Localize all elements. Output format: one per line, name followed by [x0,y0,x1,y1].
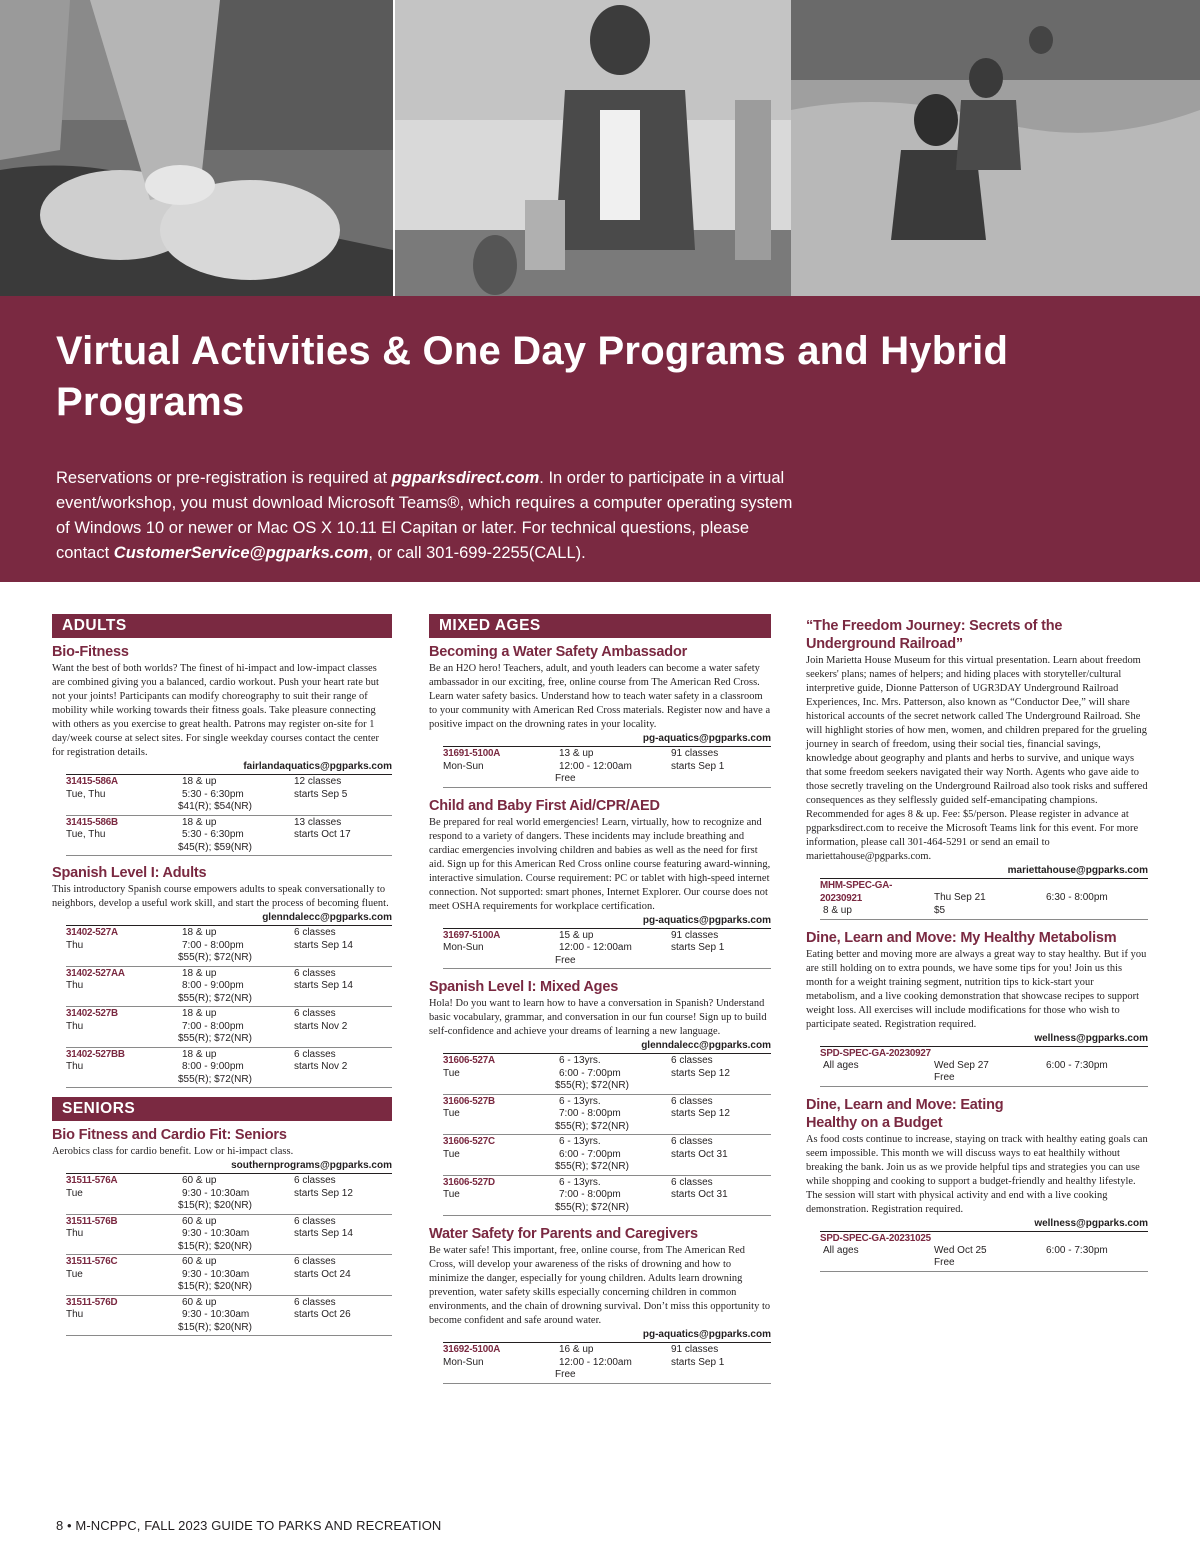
contact-email[interactable]: southernprograms@pgparks.com [66,1159,392,1174]
contact-email[interactable]: mariettahouse@pgparks.com [820,864,1148,879]
session-time: 7:00 - 8:00pm [559,1189,621,1200]
session-age: 60 & up [182,1296,217,1308]
session-classes: 91 classes [671,929,719,941]
session-days: Thu [66,939,84,951]
session-classes: 12 classes [294,776,342,787]
program-bio-fitness [52,643,392,856]
session-row [66,1296,392,1337]
session-row [820,1047,1148,1087]
page-footer: 8 • M-NCPPC, FALL 2023 GUIDE TO PARKS AND RECREATION [56,1518,442,1533]
session-fee: Free [934,1072,955,1083]
session-time: 9:30 - 10:30am [182,1228,250,1239]
session-fee: Free [934,1257,955,1268]
session-row [66,1007,392,1048]
program-title: Becoming a Water Safety Ambassador [429,644,688,660]
session-fee: Free [555,954,576,966]
program-title: Dine, Learn and Move: My Healthy Metabolism [806,929,1117,946]
session-list [429,747,771,788]
session-days: Thu [66,1309,84,1320]
contact-email[interactable]: pg-aquatics@pgparks.com [443,914,771,929]
session-time: 9:30 - 10:30am [182,1309,250,1320]
session-code[interactable]: 31691-5100A [443,748,501,759]
session-classes: 6 classes [294,1256,336,1267]
session-list [806,879,1148,920]
session-fee: Free [555,773,576,784]
session-days: Mon-Sun [443,760,484,772]
session-time: 6:30 - 8:00pm [1046,892,1108,903]
session-days: Mon-Sun [443,1356,484,1368]
session-row [443,747,771,788]
program-description: Be water safe! This important, free, online course, from The American Red Cross, will develop your awareness of the risks of drowning and how to minimize the danger, especially for young children. Adults learn drowning prevention, water safety skills especially concerning children in common environments, and the chain of drowning survival. Don’t miss this opportunity to become confident and safe around water. [429,1245,771,1326]
program-description: As food costs continue to increase, staying on track with healthy eating goals can seem impossible. This month we will discuss ways to eat healthily without breaking the bank. Join us as we provide helpful tips and strategies you can use while shopping and cooking to support a budget-friendly and healthy lifestyle. The session will start with physical activity and end with a live cooking demonstration. Registration required. [806,1133,1148,1215]
session-age: 60 & up [182,1256,217,1267]
session-fee: $15(R); $20(NR) [178,1240,252,1252]
session-age: 18 & up [182,967,217,979]
session-row [820,879,1148,920]
session-row [66,926,392,967]
session-code[interactable]: 31402-527AA [66,967,125,979]
session-list [806,1047,1148,1087]
session-fee: $5 [934,904,946,916]
session-time: 6:00 - 7:30pm [1046,1244,1108,1256]
session-time: 6:00 - 7:30pm [1046,1059,1108,1071]
session-age: 6 - 13yrs. [559,1095,601,1107]
session-days: Tue, Thu [66,788,106,800]
session-classes: 6 classes [671,1176,713,1188]
session-time: 6:00 - 7:00pm [559,1148,621,1160]
session-time: 7:00 - 8:00pm [182,1020,244,1032]
session-time: 5:30 - 6:30pm [182,788,244,800]
session-row [820,1232,1148,1272]
contact-email[interactable]: glenndalecc@pgparks.com [443,1039,771,1054]
session-age: 6 - 13yrs. [559,1055,601,1066]
session-row [66,1174,392,1215]
session-classes: 6 classes [294,1296,336,1308]
session-classes: 6 classes [671,1055,713,1066]
session-fee: $55(R); $72(NR) [178,1033,252,1044]
column-adults-seniors [52,614,392,1345]
session-classes: 6 classes [671,1095,713,1107]
contact-email[interactable]: wellness@pgparks.com [820,1217,1148,1232]
session-start: starts Sep 12 [671,1067,730,1079]
session-start: starts Oct 31 [671,1148,728,1160]
session-ages: All ages [823,1245,859,1256]
session-list [429,1343,771,1384]
session-fee: $55(R); $72(NR) [555,1161,629,1172]
program-water-safety-ambassador [429,643,771,788]
session-code[interactable]: 31402-527B [66,1008,118,1019]
session-time: 7:00 - 8:00pm [182,939,244,951]
session-ages: 8 & up [823,905,852,916]
session-fee: $55(R); $72(NR) [555,1080,629,1091]
session-row [66,775,392,816]
session-start: starts Sep 14 [294,980,353,991]
program-description: Eating better and moving more are always a great way to stay healthy. But if you are still holding on to extra pounds, we have some tips for you! Join us this month for a weight training segment, nutrition tips to kick-start your metabolism, and a live cooking demonstration that showcase recipes to support weight loss. All exercises will include modifications for those who wish to participate seated. Registration required. [806,948,1147,1030]
intro-text-1: Reservations or pre-registration is required at [56,469,392,487]
session-start: starts Sep 14 [294,1228,353,1239]
session-row [443,1343,771,1384]
session-start: starts Oct 31 [671,1189,728,1200]
cpr-training-photo [0,0,393,296]
intro-text-2: . In order to participate in a virtual event/workshop, you must download Microsoft Teams®, which requires a computer operating system of Windows 10 or newer or Mac OS X 10.11 El Capitan or later. For technical questions, please contact [56,469,793,562]
session-code[interactable]: SPD-SPEC-GA-20231025 [820,1232,931,1244]
program-spanish-adults [52,864,392,1088]
session-time: 7:00 - 8:00pm [559,1108,621,1119]
photo-strip [0,0,1200,296]
contact-email[interactable]: fairlandaquatics@pgparks.com [66,760,392,775]
program-title: Water Safety for Parents and Caregivers [429,1226,698,1242]
session-list [429,1054,771,1216]
session-fee: $55(R); $72(NR) [555,1120,629,1132]
site-link[interactable]: pgparksdirect.com [391,469,540,487]
program-title: Spanish Level I: Mixed Ages [429,979,619,995]
session-classes: 13 classes [294,816,342,828]
session-age: 18 & up [182,1008,217,1019]
session-age: 60 & up [182,1175,217,1186]
contact-email[interactable]: pg-aquatics@pgparks.com [443,732,771,747]
session-code[interactable]: SPD-SPEC-GA-20230927 [820,1047,931,1059]
session-age: 18 & up [182,1048,217,1060]
session-days: Thu [66,1020,84,1032]
session-days: Tue [443,1189,460,1200]
session-row [443,1135,771,1176]
session-age: 18 & up [182,927,217,938]
session-code[interactable]: 31606-527A [443,1055,495,1066]
session-start: starts Oct 26 [294,1309,351,1320]
session-list [52,1174,392,1336]
session-classes: 6 classes [294,1175,336,1186]
session-code[interactable]: 31415-586A [66,776,118,787]
session-list [52,775,392,856]
session-classes: 6 classes [294,1215,336,1227]
session-age: 16 & up [559,1344,594,1355]
session-row [66,1255,392,1296]
session-start: starts Sep 12 [671,1108,730,1119]
program-eating-on-budget [806,1096,1148,1272]
session-age: 18 & up [182,816,217,828]
program-description: Be prepared for real world emergencies! Learn, virtually, how to recognize and respond to a variety of dangers. These incidents may include breathing and cardiac emergencies involving children and babies as well as the need for first aid. Sign up for this American Red Cross online course featuring award-winning, interactive simulation. Course requirement: PC or tablet with high-speed internet connection. Not supported: smart phones, Internet Explorer. Our course does not meet OSHA requirements for workplace certification. [429,816,771,912]
session-ages: All ages [823,1060,859,1071]
session-age: 18 & up [182,776,217,787]
session-start: starts Sep 12 [294,1187,353,1199]
program-description: Be an H2O hero! Teachers, adult, and youth leaders can become a water safety ambassador in our exciting, free, online course from The American Red Cross. Learn water safety basics. Understand how to teach water safety in a classroom to your community with American Red Cross materials. Register now and have a positive impact on the drowning rates in your locality. [429,663,771,730]
program-description: Join Marietta House Museum for this virtual presentation. Learn about freedom seekers' plans; names of helpers; and hiding places with storyteller/cultural interpretive guide, Dionne Patterson of UGR3DAY Underground Railroad Experiences, Inc. Mrs. Patterson, also known as “Conductor Dee,” will share historical accounts of the secret network called The Underground Railroad. She will highlight stories of how men, women, and children prepared for the grueling journey in search of freedom, using their social ties, financial savings, knowledge about geography and plants and herbs to survive, and unique ways that some freedom seekers navigated their way North. Agents who gave aide to those secretly traveling on the Underground Railroad also took risks and suffered consequences as they selflessly guided self-emancipating champions. Recommended for ages 8 & up. Fee: $5/person. Please register in advance at pgparksdirect.com to receive the Microsoft Teams link for this event. For more information, please call 301-464-5291 or send an email to mariettahouse@pgparks.com. [806,655,1148,862]
program-description: Aerobics class for cardio benefit. Low or hi-impact class. [52,1146,294,1157]
program-title: Spanish Level I: Adults [52,865,207,881]
program-bio-fitness-seniors [52,1126,392,1336]
program-title: Bio-Fitness [52,644,129,660]
program-water-safety-parents [429,1225,771,1384]
session-days: Tue [66,1187,83,1199]
session-start: starts Oct 24 [294,1268,351,1280]
session-time: 8:00 - 9:00pm [182,980,244,991]
session-days: Tue [443,1108,460,1119]
session-code[interactable]: 31402-527BB [66,1048,125,1060]
section-heading-mixed-ages: MIXED AGES [429,614,771,638]
session-days: Tue [443,1067,460,1079]
section-heading-adults: ADULTS [52,614,392,638]
session-classes: 6 classes [294,1048,336,1060]
title-banner [0,296,1200,582]
session-fee: Free [555,1369,576,1380]
session-classes: 91 classes [671,1344,719,1355]
intro-text-3: , or call 301-699-2255(CALL). [368,544,586,562]
session-start: starts Nov 2 [294,1061,348,1072]
intro-paragraph [56,466,796,566]
session-list [806,1232,1148,1272]
session-fee: $55(R); $72(NR) [178,952,252,963]
session-days: Tue [443,1148,460,1160]
session-time: 9:30 - 10:30am [182,1187,250,1199]
session-code[interactable]: 31692-5100A [443,1344,501,1355]
session-code[interactable]: 31606-527D [443,1176,495,1188]
session-code[interactable]: 31511-576D [66,1296,118,1308]
session-classes: 6 classes [671,1136,713,1147]
session-age: 15 & up [559,929,594,941]
session-list [52,926,392,1088]
session-code[interactable]: 31402-527A [66,927,118,938]
session-row [443,1054,771,1095]
page-title: Virtual Activities & One Day Programs and Hybrid Programs [56,329,1009,424]
session-fee: $41(R); $54(NR) [178,801,252,812]
session-start: starts Sep 14 [294,939,353,951]
program-description: Hola! Do you want to learn how to have a conversation in Spanish? Understand basic vocabulary, grammar, and conversation in our fun course! Sign up to build self-confidence and achieve your dreams of learning a new language. [429,998,767,1037]
program-title: “The Freedom Journey: Secrets of the Underground Railroad” [806,618,1063,652]
session-code[interactable]: 31606-527B [443,1095,495,1107]
session-days: Tue [66,1268,83,1280]
session-row [66,1215,392,1256]
session-days: Thu [66,1061,84,1072]
session-start: starts Sep 1 [671,760,725,772]
session-fee: $45(R); $59(NR) [178,841,252,853]
session-time: 12:00 - 12:00am [559,1356,632,1368]
program-spanish-mixed [429,978,771,1216]
session-row [66,1048,392,1089]
program-title: Child and Baby First Aid/CPR/AED [429,797,660,814]
session-code[interactable]: 31606-527C [443,1136,495,1147]
session-date: Wed Oct 25 [934,1244,987,1256]
session-code[interactable]: 31697-5100A [443,929,501,941]
session-fee: $15(R); $20(NR) [178,1281,252,1292]
session-fee: $15(R); $20(NR) [178,1200,252,1211]
session-row [443,1095,771,1136]
session-list [429,929,771,970]
session-start: starts Oct 17 [294,829,351,840]
section-heading-seniors: SENIORS [52,1097,392,1121]
session-fee: $55(R); $72(NR) [555,1201,629,1213]
session-start: starts Nov 2 [294,1020,348,1032]
session-classes: 91 classes [671,748,719,759]
session-age: 6 - 13yrs. [559,1136,601,1147]
program-title: Bio Fitness and Cardio Fit: Seniors [52,1127,287,1143]
session-time: 9:30 - 10:30am [182,1268,250,1280]
session-age: 13 & up [559,748,594,759]
email-link[interactable]: CustomerService@pgparks.com [113,544,369,562]
session-row [443,929,771,970]
session-start: starts Sep 1 [671,942,725,953]
session-time: 8:00 - 9:00pm [182,1061,244,1072]
session-start: starts Sep 1 [671,1356,725,1368]
column-mixed-ages [429,614,771,1393]
session-days: Thu [66,980,84,991]
program-freedom-journey [806,617,1148,920]
session-time: 6:00 - 7:00pm [559,1067,621,1079]
contact-email[interactable]: wellness@pgparks.com [820,1032,1148,1047]
session-age: 60 & up [182,1215,217,1227]
session-days: Mon-Sun [443,942,484,953]
program-healthy-metabolism [806,929,1148,1087]
session-start: starts Sep 5 [294,788,348,800]
session-time: 5:30 - 6:30pm [182,829,244,840]
program-description: Want the best of both worlds? The finest of hi-impact and low-impact classes are combined giving you a balanced, cardio workout. Push your heart rate but not your joints! Participants can modify choreography to suit their range of mobility while working towards their fitness goals. Take pleasure connecting with others as you exercise to great health. Patrons may register on-site for 1 day/week course at select sites. For single weekday courses contact the center for registration details. [52,663,380,758]
program-description: This introductory Spanish course empowers adults to speak conversationally to neighbors, develop a useful work skill, and start the process of becoming fluent. [52,884,389,909]
session-time: 12:00 - 12:00am [559,942,632,953]
session-fee: $55(R); $72(NR) [178,992,252,1004]
water-aerobics-photo [791,0,1200,296]
program-first-aid [429,797,771,970]
session-age: 6 - 13yrs. [559,1176,601,1188]
session-fee: $15(R); $20(NR) [178,1321,252,1333]
session-classes: 6 classes [294,1008,336,1019]
cooking-demonstration-photo [395,0,791,296]
column-special-events [806,616,1148,1281]
session-code[interactable]: 31511-576A [66,1175,118,1186]
session-fee: $55(R); $72(NR) [178,1073,252,1085]
session-classes: 6 classes [294,927,336,938]
session-date: Thu Sep 21 [934,892,986,903]
session-code[interactable]: 31511-576B [66,1215,118,1227]
session-code[interactable]: 31415-586B [66,816,118,828]
session-code[interactable]: MHM-SPEC-GA-20230921 [820,880,893,904]
contact-email[interactable]: pg-aquatics@pgparks.com [443,1328,771,1343]
session-row [443,1176,771,1217]
contact-email[interactable]: glenndalecc@pgparks.com [66,911,392,926]
session-row [66,967,392,1008]
session-code[interactable]: 31511-576C [66,1256,118,1267]
session-days: Thu [66,1228,84,1239]
session-time: 12:00 - 12:00am [559,760,632,772]
session-classes: 6 classes [294,967,336,979]
session-days: Tue, Thu [66,829,106,840]
session-row [66,816,392,857]
program-title: Dine, Learn and Move: Eating Healthy on a Budget [806,1096,1004,1131]
session-date: Wed Sep 27 [934,1059,989,1071]
